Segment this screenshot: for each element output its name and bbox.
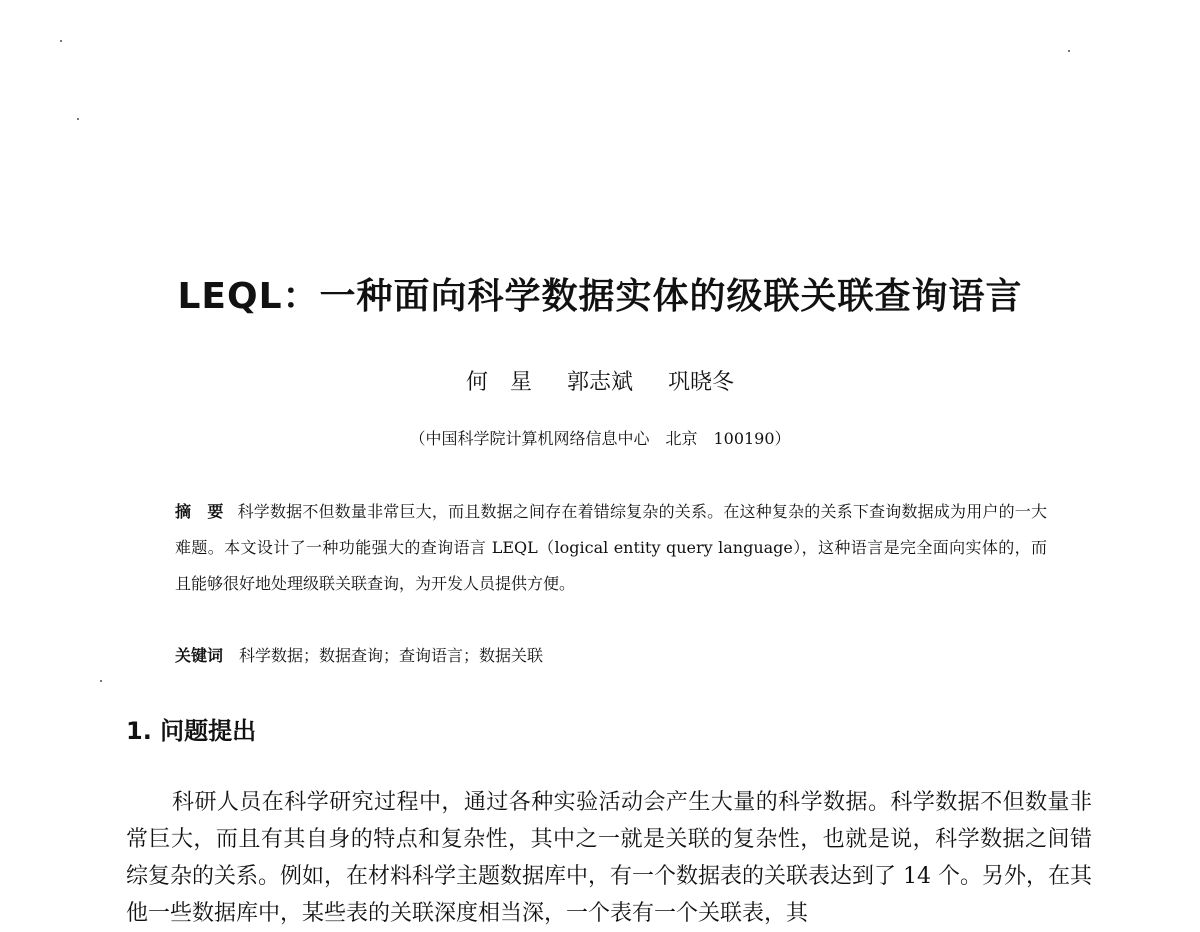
author-list xyxy=(0,365,1200,396)
paper-title: LEQL：一种面向科学数据实体的级联关联查询语言 xyxy=(177,276,1023,317)
author-name: 何 星 xyxy=(465,370,532,395)
abstract-label: 摘 要 xyxy=(175,502,224,521)
author-name: 巩晓冬 xyxy=(668,370,735,395)
section-heading: 1. 问题提出 xyxy=(126,717,257,745)
scan-speck xyxy=(1068,50,1070,52)
keywords-label: 关键词 xyxy=(175,646,224,665)
author-name: 郭志斌 xyxy=(566,370,633,395)
body-paragraph: 科研人员在科学研究过程中，通过各种实验活动会产生大量的科学数据。科学数据不但数量非常巨大，而且有其自身的特点和复杂性，其中之一就是关联的复杂性，也就是说，科学数据之间错综复杂的关系。例如，在材料科学主题数据库中，有一个数据表的关联表达到了 14 个。另外，在其他一些数据库中，某些表的关联深度相当深，一个表有一个关联表，其 xyxy=(126,790,1092,926)
scan-speck xyxy=(60,40,62,42)
abstract-text: 科学数据不但数量非常巨大，而且数据之间存在着错综复杂的关系。在这种复杂的关系下查询数据成为用户的一大难题。本文设计了一种功能强大的查询语言 LEQL（logical entity query language），这种语言是完全面向实体的，而且能够很好地处理级联关联查询，为开发人员提供方便。 xyxy=(175,502,1047,593)
scan-speck xyxy=(77,118,79,120)
abstract xyxy=(175,494,1047,602)
scan-speck xyxy=(100,680,102,682)
affiliation: （中国科学院计算机网络信息中心 北京 100190） xyxy=(409,429,791,448)
keywords xyxy=(175,638,1047,674)
keywords-text: 科学数据；数据查询；查询语言；数据关联 xyxy=(239,646,544,665)
